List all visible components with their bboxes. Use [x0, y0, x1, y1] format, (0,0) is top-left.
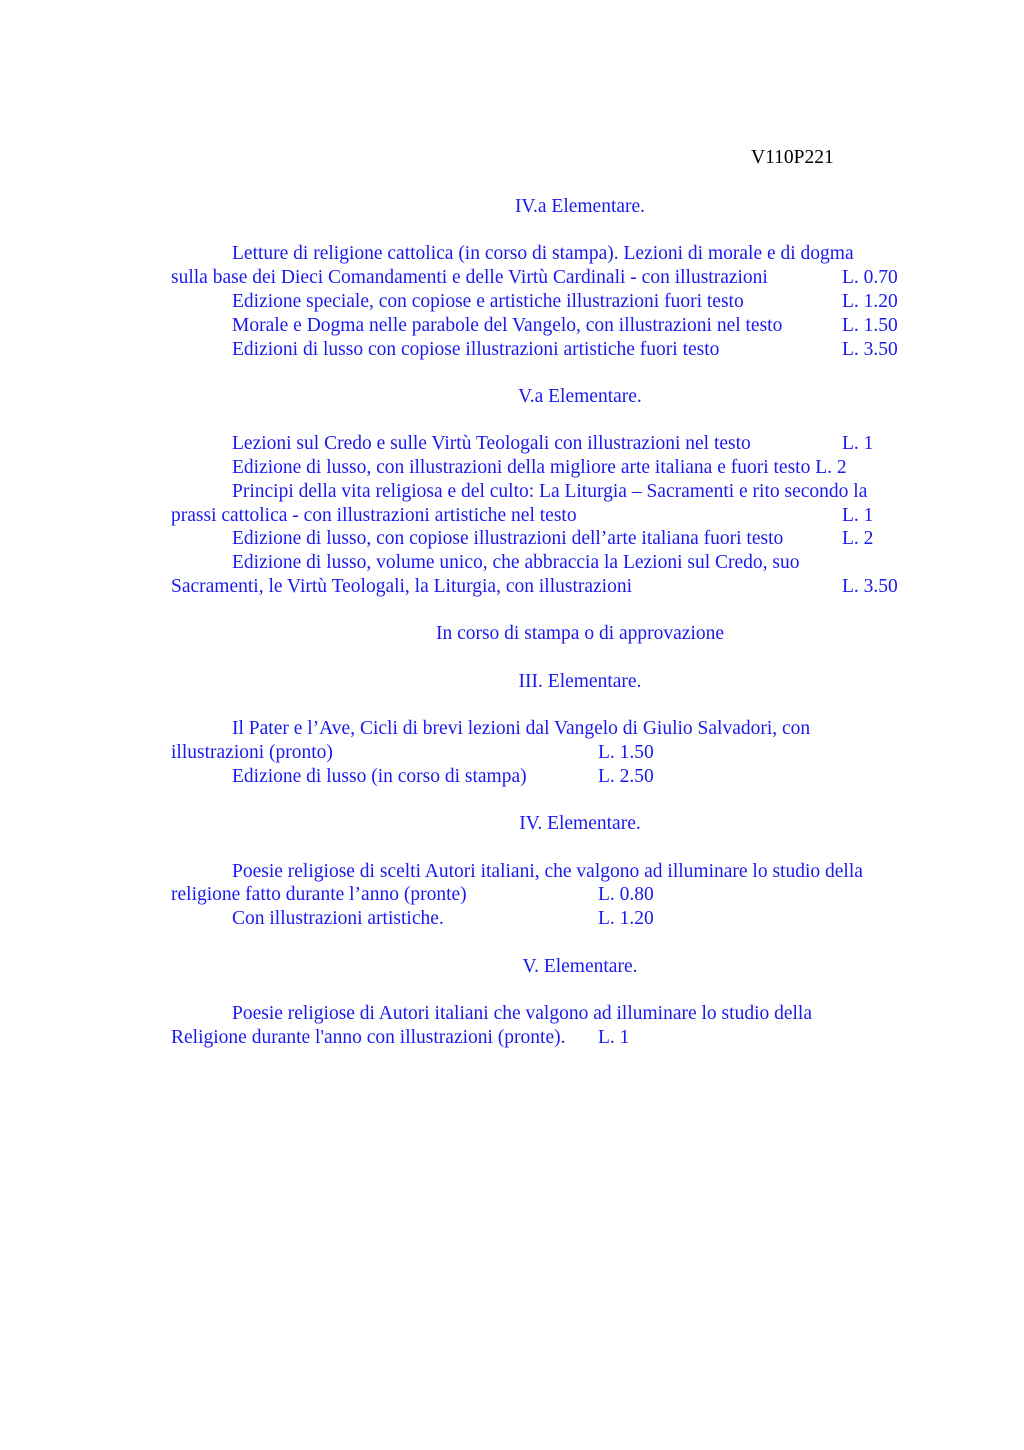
entry-price: L. 1.20 — [842, 291, 898, 312]
section-heading-in-corso: In corso di stampa o di approvazione — [435, 623, 725, 644]
entry-line: Poesie religiose di Autori italiani che valgono ad illuminare lo studio della — [232, 1003, 813, 1024]
entry-line: Edizione speciale, con copiose e artistiche illustrazioni fuori testo — [232, 291, 744, 312]
entry-price: L. 2.50 — [598, 766, 654, 787]
entry-price: L. 2 — [842, 528, 874, 549]
entry-price: L. 1 — [842, 505, 874, 526]
entry-line: illustrazioni (pronto) — [171, 742, 333, 763]
entry-line: Edizione di lusso, con illustrazioni della migliore arte italiana e fuori testo L. 2 — [232, 457, 847, 478]
entry-price: L. 3.50 — [842, 576, 898, 597]
entry-price: L. 1.20 — [598, 908, 654, 929]
entry-price: L. 1 — [842, 433, 874, 454]
page-reference: V110P221 — [751, 147, 834, 168]
entry-line: Il Pater e l’Ave, Cicli di brevi lezioni dal Vangelo di Giulio Salvadori, con — [232, 718, 811, 739]
entry-price: L. 1.50 — [598, 742, 654, 763]
section-heading-iv-a: IV.a Elementare. — [514, 196, 646, 217]
section-heading-iv: IV. Elementare. — [519, 813, 641, 834]
entry-price: L. 3.50 — [842, 339, 898, 360]
entry-line: Edizione di lusso, volume unico, che abbraccia la Lezioni sul Credo, suo — [232, 552, 800, 573]
entry-price: L. 0.70 — [842, 267, 898, 288]
entry-price: L. 1 — [598, 1027, 630, 1048]
entry-line: Con illustrazioni artistiche. — [232, 908, 444, 929]
entry-line: Letture di religione cattolica (in corso di stampa). Lezioni di morale e di dogma — [232, 243, 854, 264]
entry-line: Poesie religiose di scelti Autori italiani, che valgono ad illuminare lo studio della — [232, 861, 863, 882]
entry-line: Edizione di lusso, con copiose illustrazioni dell’arte italiana fuori testo — [232, 528, 784, 549]
section-heading-v: V. Elementare. — [522, 956, 638, 977]
entry-line: sulla base dei Dieci Comandamenti e delle Virtù Cardinali - con illustrazioni — [171, 267, 768, 288]
entry-line: Edizione di lusso (in corso di stampa) — [232, 766, 527, 787]
entry-line: Sacramenti, le Virtù Teologali, la Liturgia, con illustrazioni — [171, 576, 633, 597]
entry-line: Morale e Dogma nelle parabole del Vangelo, con illustrazioni nel testo — [232, 315, 783, 336]
entry-line: Religione durante l'anno con illustrazioni (pronte). — [171, 1027, 566, 1048]
section-heading-iii: III. Elementare. — [518, 671, 642, 692]
entry-line: Principi della vita religiosa e del culto: La Liturgia – Sacramenti e rito secondo la — [232, 481, 868, 502]
entry-line: religione fatto durante l’anno (pronte) — [171, 884, 467, 905]
entry-price: L. 0.80 — [598, 884, 654, 905]
entry-line: Edizioni di lusso con copiose illustrazioni artistiche fuori testo — [232, 339, 720, 360]
section-heading-v-a: V.a Elementare. — [518, 386, 642, 407]
entry-line: Lezioni sul Credo e sulle Virtù Teologali con illustrazioni nel testo — [232, 433, 751, 454]
entry-line: prassi cattolica - con illustrazioni artistiche nel testo — [171, 505, 577, 526]
entry-price: L. 1.50 — [842, 315, 898, 336]
